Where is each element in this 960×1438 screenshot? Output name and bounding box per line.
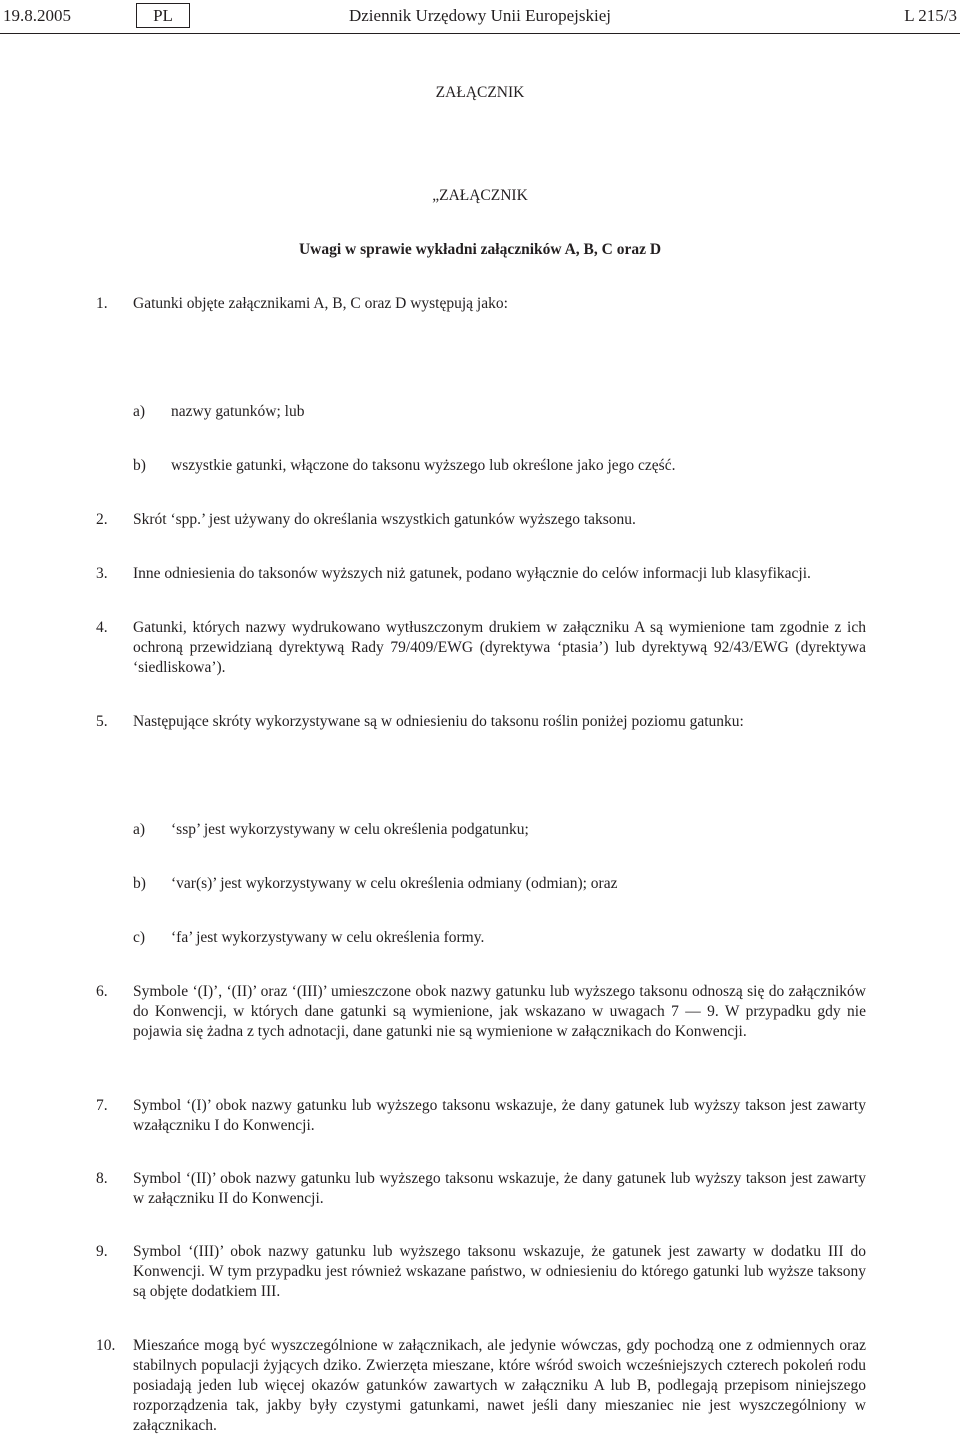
item-text: Gatunki, których nazwy wydrukowano wytłuszczonym drukiem w załączniku A są wymienione tam zgodnie z ich ochroną przewidzianą dyrektywą Rady 79/409/EWG (dyrektywa ‘ptasia’) lub dyrektywą 92/43/EWG (dyrektywa ‘siedliskowa’). xyxy=(133,619,866,676)
item-number: 4. xyxy=(96,619,108,636)
item-number: 6. xyxy=(96,983,108,1000)
item-text: Inne odniesienia do taksonów wyższych niż gatunek, podano wyłącznie do celów informacji lub klasyfikacji. xyxy=(133,565,811,582)
page-header xyxy=(0,0,960,30)
section-heading: Uwagi w sprawie wykładni załączników A, B, C oraz D xyxy=(298,241,662,258)
publication-date: 19.8.2005 xyxy=(3,6,71,25)
item-text: Symbol ‘(I)’ obok nazwy gatunku lub wyższego taksonu wskazuje, że dany gatunek lub wyższy takson jest zawarty wzałączniku I do Konwencji. xyxy=(133,1097,866,1134)
item-text: Gatunki objęte załącznikami A, B, C oraz D występują jako: xyxy=(133,295,508,312)
item-number: 5. xyxy=(96,713,108,730)
item-number: 10. xyxy=(96,1337,116,1354)
item-number: 2. xyxy=(96,511,108,528)
sub-item-letter: a) xyxy=(133,403,146,420)
page-reference: L 215/3 xyxy=(904,6,957,25)
sub-item-text: wszystkie gatunki, włączone do taksonu wyższego lub określone jako jego część. xyxy=(171,457,676,474)
item-number: 1. xyxy=(96,295,108,312)
item-text: Mieszańce mogą być wyszczególnione w załącznikach, ale jedynie wówczas, gdy pochodzą one z odmiennych oraz stabilnych populacji żyjących dziko. Zwierzęta mieszane, które wśród swoich wcześniejszych czterech pokoleń rodu posiadają jeden lub więcej okazów gatunków zawartych w załączniku A lub B, podlegają przepisom niniejszego rozporządzenia tak, jakby były czystymi gatunkami, nawet jeśli dany mieszaniec nie jest wyszczególniony w załącznikach. xyxy=(133,1337,866,1434)
language-badge: PL xyxy=(136,3,190,28)
item-number: 3. xyxy=(96,565,108,582)
sub-item-letter: a) xyxy=(133,821,146,838)
sub-item-text: ‘fa’ jest wykorzystywany w celu określenia formy. xyxy=(171,929,485,946)
journal-title: Dziennik Urzędowy Unii Europejskiej xyxy=(348,6,611,25)
sub-item-letter: b) xyxy=(133,875,146,892)
item-text: Symbol ‘(III)’ obok nazwy gatunku lub wyższego taksonu wskazuje, że gatunek jest zawarty w dodatku III do Konwencji. W tym przypadku jest również wskazane państwo, w odniesieniu do którego gatunki lub wyższe taksony są objęte dodatkiem III. xyxy=(133,1243,866,1300)
item-text: Symbole ‘(I)’, ‘(II)’ oraz ‘(III)’ umieszczone obok nazwy gatunku lub wyższego taksonu odnoszą się do załączników do Konwencji, w których dane gatunki są wymienione, jak wskazano w uwagach 7 — 9. W przypadku gdy nie pojawia się żadna z tych adnotacji, dane gatunki nie są wymienione w załącznikach do Konwencji. xyxy=(133,983,866,1040)
item-text: Następujące skróty wykorzystywane są w odniesieniu do taksonu roślin poniżej poziomu gatunku: xyxy=(133,713,744,730)
sub-item-letter: c) xyxy=(133,929,146,946)
sub-item-text: ‘ssp’ jest wykorzystywany w celu określenia podgatunku; xyxy=(171,821,529,838)
sub-item-text: nazwy gatunków; lub xyxy=(171,403,305,420)
item-number: 9. xyxy=(96,1243,108,1260)
item-number: 8. xyxy=(96,1170,108,1187)
item-number: 7. xyxy=(96,1097,108,1114)
sub-item-letter: b) xyxy=(133,457,146,474)
item-text: Symbol ‘(II)’ obok nazwy gatunku lub wyższego taksonu wskazuje, że dany gatunek lub wyższy takson jest zawarty w załączniku II do Konwencji. xyxy=(133,1170,866,1207)
annex-title: ZAŁĄCZNIK xyxy=(435,84,525,101)
inner-annex-title: „ZAŁĄCZNIK xyxy=(432,187,528,204)
item-text: Skrót ‘spp.’ jest używany do określania wszystkich gatunków wyższego taksonu. xyxy=(133,511,636,528)
header-divider xyxy=(0,33,960,34)
sub-item-text: ‘var(s)’ jest wykorzystywany w celu określenia odmiany (odmian); oraz xyxy=(171,875,618,892)
